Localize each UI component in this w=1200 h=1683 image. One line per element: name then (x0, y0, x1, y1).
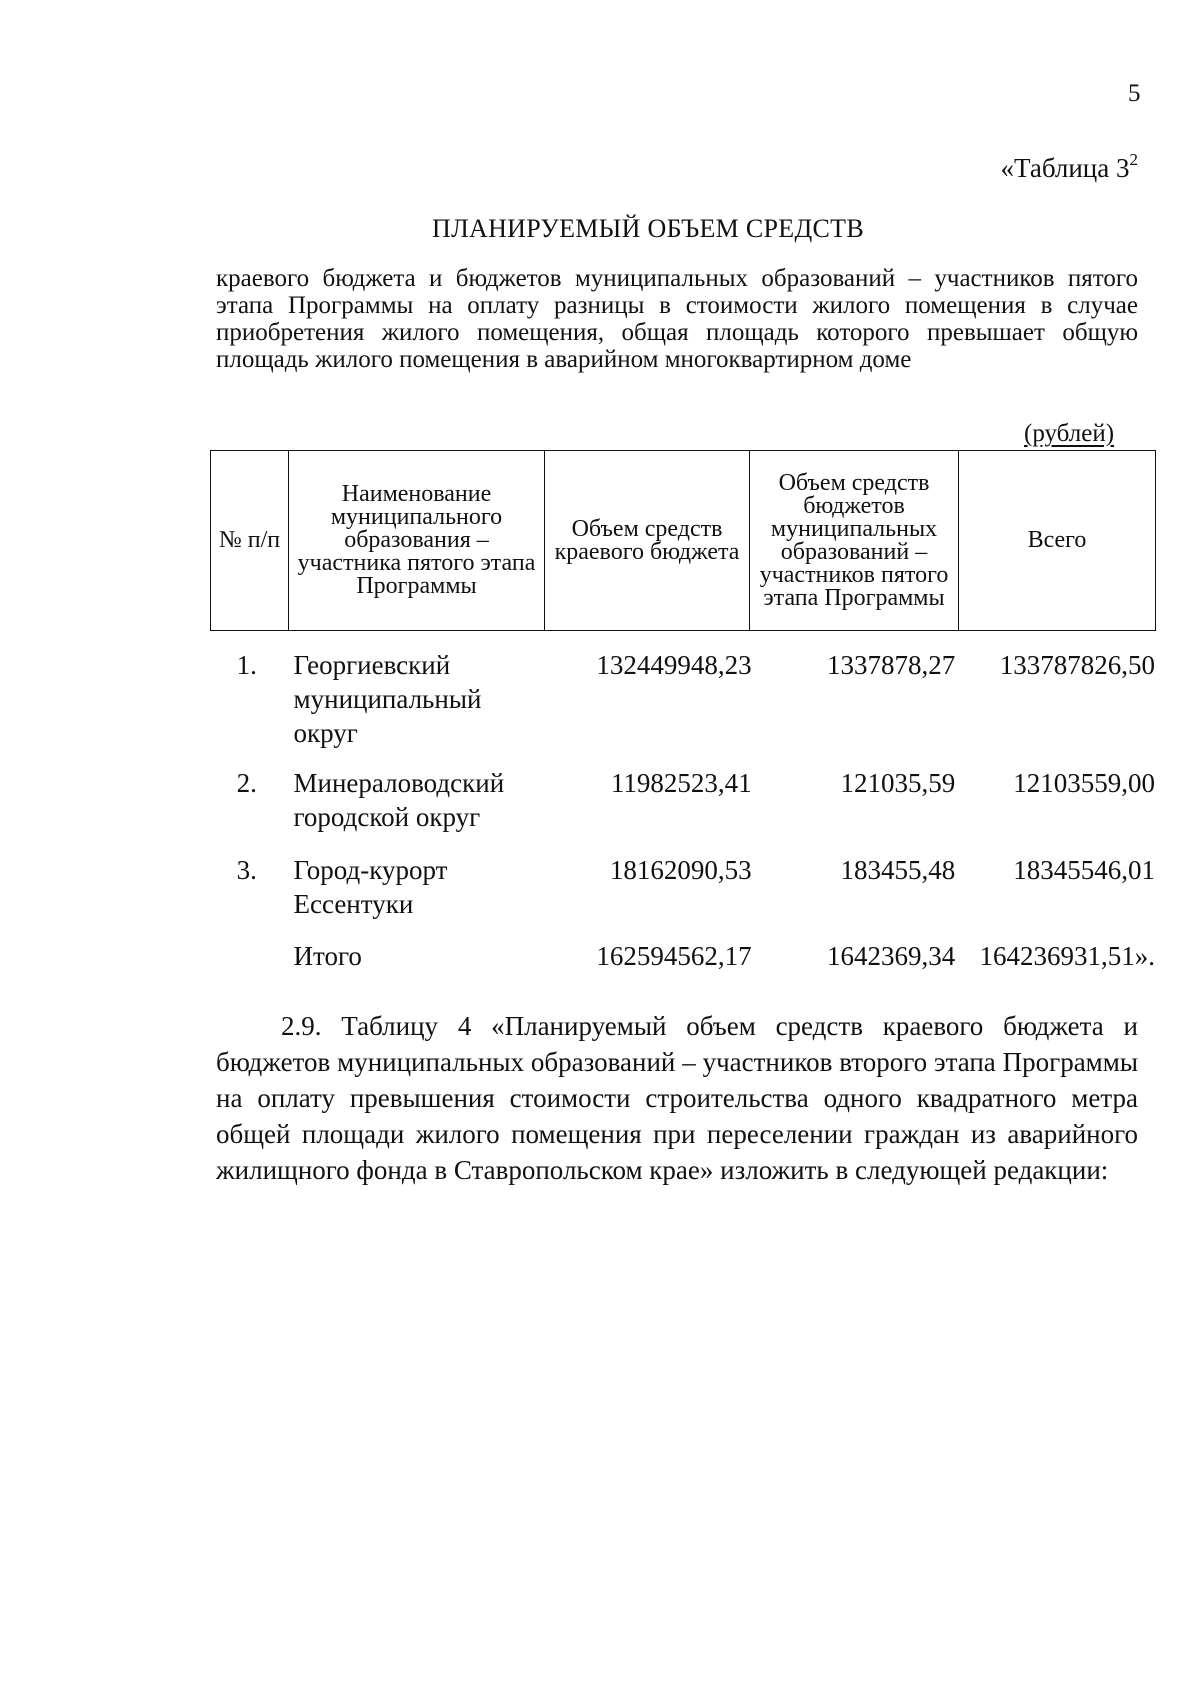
document-title: ПЛАНИРУЕМЫЙ ОБЪЕМ СРЕДСТВ (432, 214, 864, 243)
row-number: 2. (236, 768, 257, 798)
row-number: 3. (236, 855, 257, 885)
row-regional: 132449948,23 (596, 650, 752, 680)
row-municipal: 1337878,27 (827, 650, 956, 680)
total-row-label: Итого (293, 941, 362, 971)
row-municipality: Георгиевский муниципальный округ (293, 650, 482, 748)
document-subtitle: краевого бюджета и бюджетов муниципальных образований – участников пятого этапа Программы на оплату разницы в стоимости жилого помещения в случае приобретения жилого помещения, общая площадь которого превышает общую площадь жилого помещения в аварийном многоквартирном доме (216, 265, 1138, 373)
table-total-row (210, 939, 1155, 979)
row-municipality: Минераловодский городской округ (293, 768, 505, 832)
header-total: Всего (959, 451, 1156, 631)
table-reference (1001, 150, 1138, 184)
header-municipal-budget: Объем средств бюджетов муниципальных образований – участников пятого этапа Программы (750, 451, 959, 631)
total-row-municipal: 1642369,34 (827, 941, 956, 971)
total-row-total: 164236931,51». (979, 941, 1155, 971)
header-municipality: Наименование муниципального образования – участника пятого этапа Программы (289, 451, 545, 631)
total-row-number (210, 939, 288, 979)
table-reference-superscript: 2 (1129, 150, 1138, 169)
row-total: 12103559,00 (1013, 768, 1155, 798)
row-total: 18345546,01 (1013, 855, 1155, 885)
units-label: (рублей) (1024, 420, 1115, 447)
table-reference-text: «Таблица 3 (1000, 153, 1130, 183)
table-row (210, 648, 1155, 766)
header-number: № п/п (211, 451, 289, 631)
amendment-paragraph: 2.9. Таблицу 4 «Планируемый объем средств краевого бюджета и бюджетов муниципальных образований – участников второго этапа Программы на оплату превышения стоимости строительства одного квадратного метра общей площади жилого помещения при переселении граждан из аварийного жилищного фонда в Ставропольском крае» изложить в следующей редакции: (216, 1011, 1138, 1185)
row-regional: 11982523,41 (610, 768, 752, 798)
row-municipality: Город-курорт Ессентуки (293, 855, 448, 919)
row-municipal: 121035,59 (840, 768, 956, 798)
header-regional-budget: Объем средств краевого бюджета (545, 451, 750, 631)
table-row (210, 766, 1155, 853)
row-regional: 18162090,53 (609, 855, 752, 885)
total-row-regional: 162594562,17 (596, 941, 752, 971)
table-body (210, 648, 1155, 979)
row-total: 133787826,50 (999, 650, 1155, 680)
row-number: 1. (236, 650, 257, 680)
page-number: 5 (1128, 80, 1141, 107)
row-municipal: 183455,48 (840, 855, 956, 885)
table-row (210, 853, 1155, 939)
header-row (211, 451, 1156, 631)
header-table (210, 450, 1156, 631)
